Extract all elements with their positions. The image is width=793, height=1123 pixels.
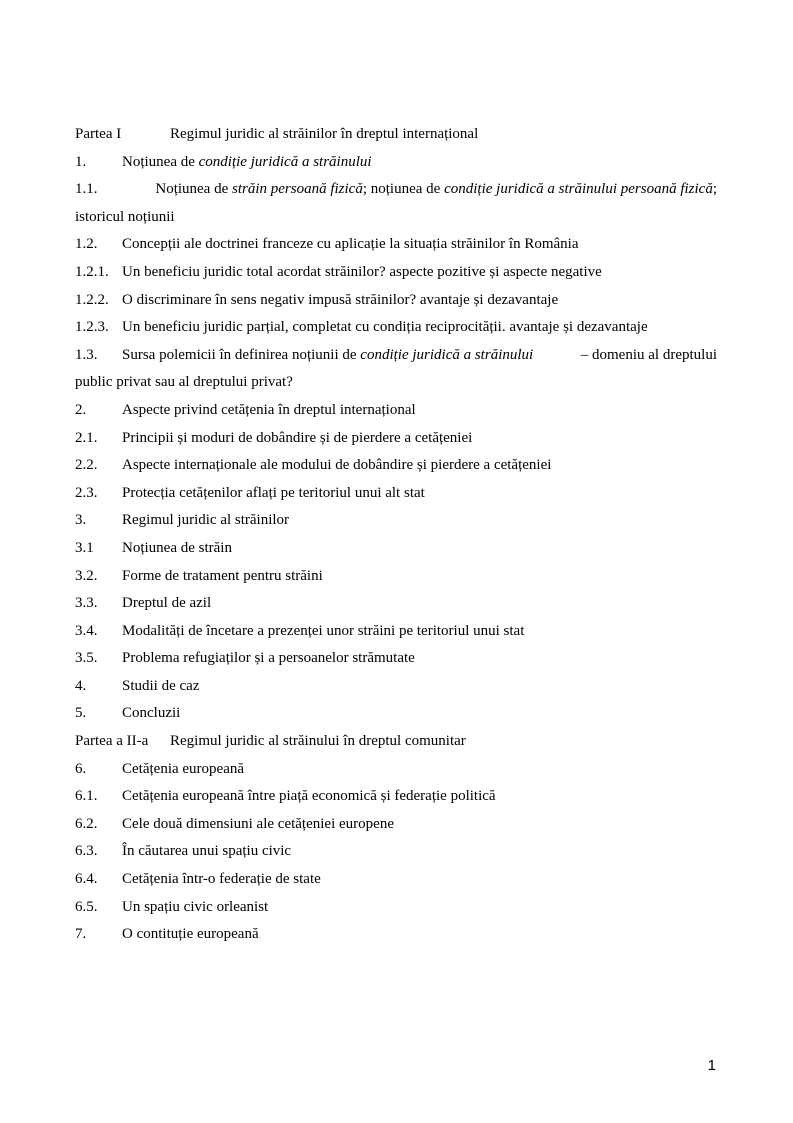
entry-text: – domeniu al dreptului	[580, 346, 717, 363]
entry-text: Protecția cetățenilor aflați pe teritoriul unui alt stat	[122, 484, 425, 501]
part-title: Regimul juridic al străinilor în dreptul internațional	[170, 126, 479, 142]
part-label: Partea a II-a	[75, 733, 149, 750]
entry-number: 1.2.2.	[75, 291, 109, 308]
entry-number: 2.1.	[75, 429, 98, 446]
entry-text: Modalități de încetare a prezenței unor străini pe teritoriul unui stat	[122, 622, 525, 639]
entry-text: Dreptul de azil	[122, 595, 212, 612]
toc-entry	[75, 176, 717, 204]
toc-entry	[75, 590, 717, 618]
entry-number: 3.1	[75, 539, 94, 556]
entry-text: O contituție europeană	[122, 926, 259, 943]
entry-number: 6.4.	[75, 871, 98, 888]
entry-text: Cetățenia într-o federație de state	[122, 871, 321, 888]
entry-number: 2.2.	[75, 457, 98, 474]
toc-entry	[75, 756, 717, 784]
part-heading	[75, 728, 717, 756]
entry-text: Un spațiu civic orleanist	[122, 898, 269, 915]
entry-number: 1.2.	[75, 236, 98, 253]
entry-text: Regimul juridic al străinilor	[122, 512, 290, 529]
entry-number: 6.3.	[75, 843, 98, 860]
toc-entry	[75, 314, 717, 342]
page-number: 1	[707, 1057, 716, 1074]
toc-entry	[75, 480, 717, 508]
entry-text: Noțiunea de străin persoană fizică; noțiunea de condiție juridică a străinului persoană fizică;	[155, 181, 717, 198]
entry-number: 6.2.	[75, 815, 98, 832]
toc-entry	[75, 673, 717, 701]
toc-entry	[75, 838, 717, 866]
entry-number: 2.	[75, 401, 87, 418]
entry-text: Studii de caz	[122, 677, 200, 694]
toc-entry	[75, 397, 717, 425]
entry-text: Problema refugiaților și a persoanelor strămutate	[122, 650, 415, 667]
entry-number: 7.	[75, 926, 87, 943]
entry-number: 6.5.	[75, 898, 98, 915]
part-title: Regimul juridic al străinului în dreptul comunitar	[170, 733, 466, 750]
entry-text: Un beneficiu juridic total acordat străinilor? aspecte pozitive și aspecte negative	[122, 263, 602, 280]
table-of-contents	[75, 121, 717, 949]
toc-entry	[75, 645, 717, 673]
toc-entry	[75, 452, 717, 480]
toc-entry	[75, 700, 717, 728]
toc-entry	[75, 618, 717, 646]
entry-number: 1.	[75, 153, 87, 170]
entry-text: Un beneficiu juridic parțial, completat cu condiția reciprocității. avantaje și dezavantaje	[122, 319, 648, 336]
toc-entry	[75, 535, 717, 563]
toc-entry	[75, 866, 717, 894]
toc-entry	[75, 287, 717, 315]
entry-text: Aspecte internaționale ale modului de dobândire și pierdere a cetățeniei	[122, 457, 552, 474]
toc-entry	[75, 231, 717, 259]
toc-entry	[75, 894, 717, 922]
entry-number: 3.3.	[75, 595, 98, 612]
toc-entry	[75, 259, 717, 287]
entry-number: 3.2.	[75, 567, 98, 584]
entry-text: Cele două dimensiuni ale cetățeniei europene	[122, 815, 394, 832]
toc-entry	[75, 149, 717, 177]
part-label: Partea I	[75, 126, 122, 142]
part-heading	[75, 121, 717, 149]
entry-number: 1.2.3.	[75, 319, 109, 336]
entry-number: 2.3.	[75, 484, 98, 501]
toc-entry	[75, 425, 717, 453]
entry-number: 3.4.	[75, 622, 98, 639]
entry-number: 3.5.	[75, 650, 98, 667]
entry-number: 6.1.	[75, 788, 98, 805]
entry-text: Noțiunea de străin	[122, 539, 232, 556]
entry-text-italic: condiție juridică a străinului	[198, 153, 372, 170]
entry-number-and-text: 1.3. Sursa polemicii în definirea noțiunii de condiție juridică a străinului	[75, 346, 534, 363]
entry-text: În căutarea unui spațiu civic	[122, 843, 292, 860]
toc-entry	[75, 342, 717, 370]
toc-entry-continuation: public privat sau al dreptului privat?	[75, 374, 293, 391]
entry-text: Concepții ale doctrinei franceze cu aplicație la situația străinilor în România	[122, 236, 579, 253]
entry-text: Cetățenia europeană între piață economică și federație politică	[122, 788, 496, 805]
toc-entry-continuation: istoricul noțiunii	[75, 208, 175, 225]
entry-number: 6.	[75, 760, 87, 777]
toc-entry	[75, 563, 717, 591]
entry-text: Concluzii	[122, 705, 181, 722]
toc-entry	[75, 811, 717, 839]
entry-number: 4.	[75, 677, 87, 694]
entry-text: Aspecte privind cetățenia în dreptul internațional	[122, 401, 416, 418]
toc-entry	[75, 921, 717, 949]
entry-number: 1.1.	[75, 181, 98, 198]
entry-text: Forme de tratament pentru străini	[122, 567, 323, 584]
entry-number: 5.	[75, 705, 87, 722]
toc-entry	[75, 783, 717, 811]
toc-list	[75, 397, 717, 728]
entry-text: O discriminare în sens negativ impusă străinilor? avantaje și dezavantaje	[122, 291, 559, 308]
entry-text: Cetățenia europeană	[122, 760, 245, 777]
entry-text: Principii și moduri de dobândire și de pierdere a cetățeniei	[122, 429, 473, 446]
entry-text: Noțiunea de	[122, 153, 199, 170]
toc-entry	[75, 507, 717, 535]
toc-list	[75, 756, 717, 949]
entry-number: 3.	[75, 512, 87, 529]
entry-number: 1.2.1.	[75, 263, 109, 280]
